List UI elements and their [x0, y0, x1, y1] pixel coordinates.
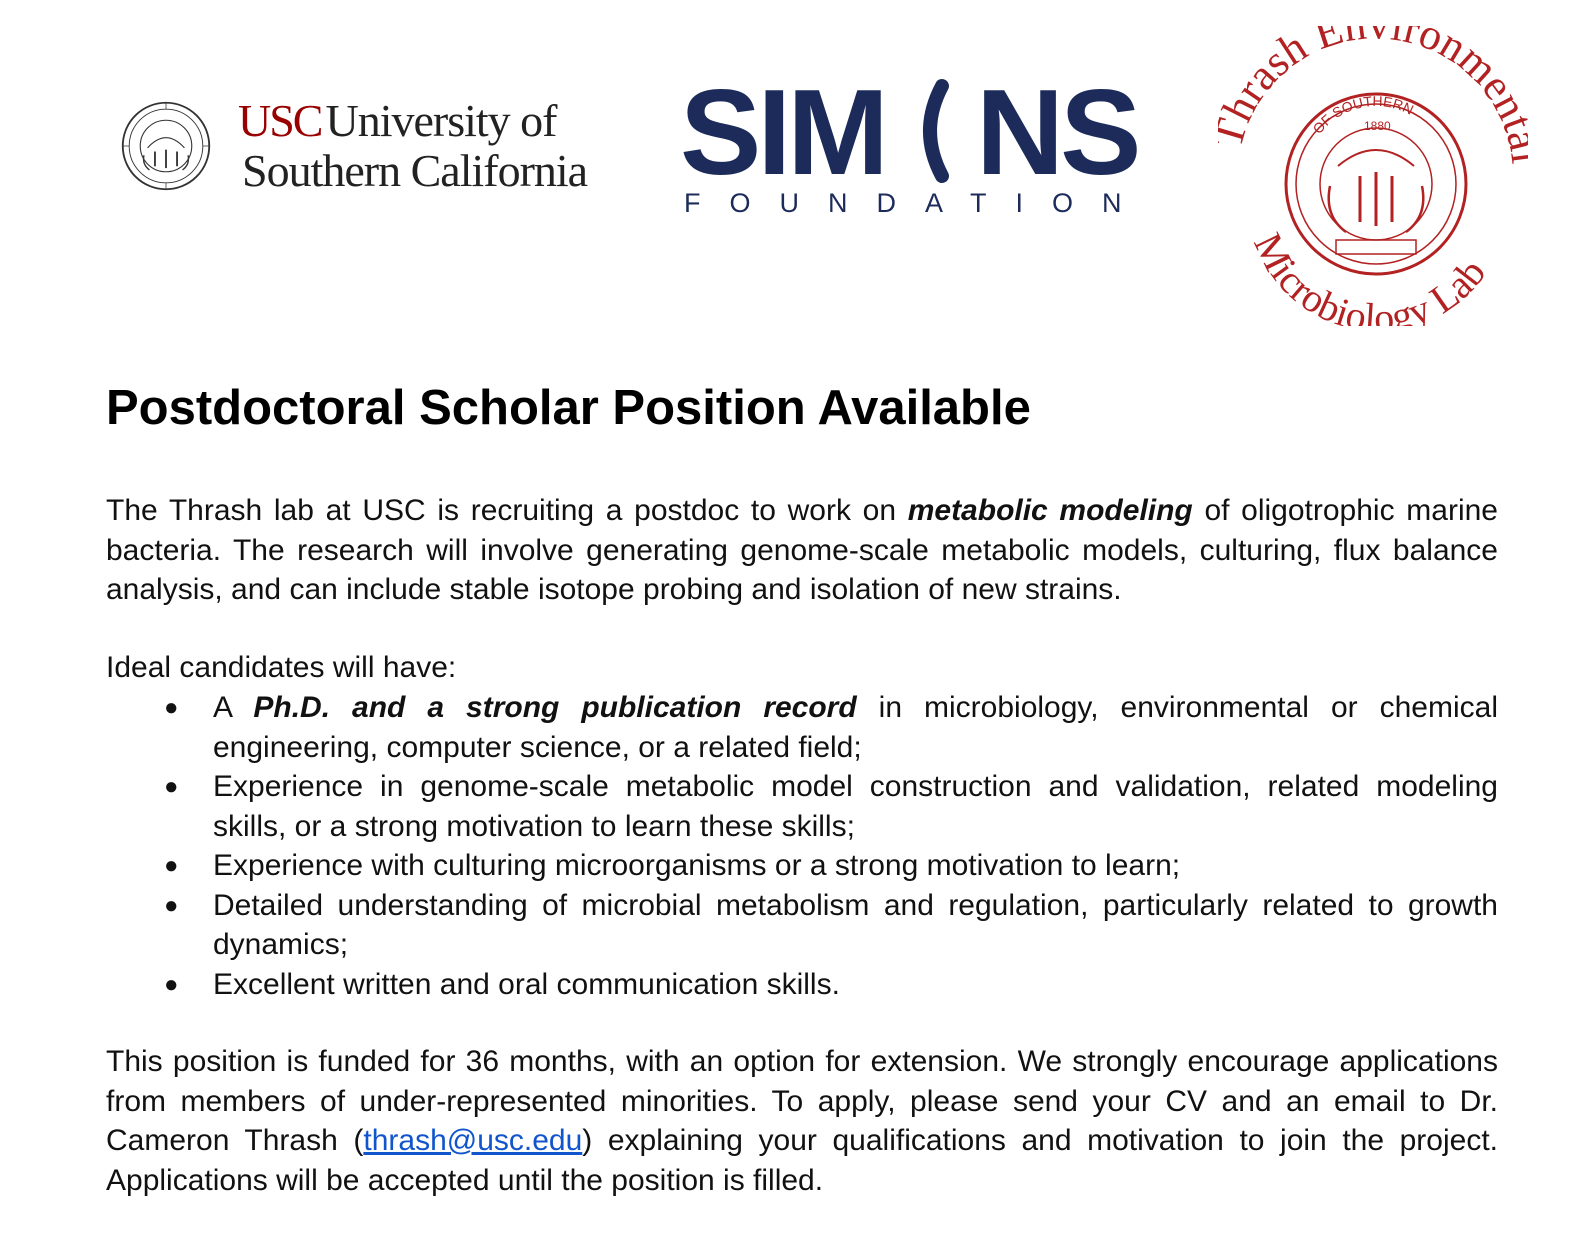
requirements-list [106, 688, 1498, 1004]
svg-text:SIM: SIM [680, 76, 885, 186]
closing-text-after: ) explaining your qualifications and motivation to join the project. Applications will be accepted until the position is filled. [106, 1124, 1498, 1197]
simons-wordmark [680, 76, 1150, 186]
requirement-item-4 [106, 886, 1498, 965]
requirement-text-after: in microbiology, environmental or chemical engineering, computer science, or a related field; [213, 691, 1498, 764]
requirement-item-3 [106, 846, 1498, 886]
requirement-text: Excellent written and oral communication skills. [213, 967, 840, 1001]
requirement-text [213, 688, 1498, 767]
usc-abbreviation: USC [238, 95, 322, 146]
closing-text-before: This position is funded for 36 months, with an option for extension. We strongly encourage applications from members of under-represented minorities. To apply, please send your CV and an email to Dr. Cameron Thrash ( [106, 1045, 1498, 1157]
bullet-icon: ● [164, 891, 179, 919]
simons-subtitle: FOUNDATION [684, 188, 1151, 218]
usc-seal-icon [120, 100, 212, 192]
thrash-lab-logo [1218, 26, 1528, 326]
requirement-emphasis: Ph.D. and a strong publication record [253, 691, 857, 724]
intro-emphasis: metabolic modeling [907, 494, 1193, 527]
intro-text-after: of oligotrophic marine bacteria. The research will involve generating genome-scale metabolic models, culturing, flux balance analysis, and can include stable isotope probing and isolation of new strains. [106, 494, 1498, 606]
usc-logo [120, 96, 620, 196]
svg-text:1880: 1880 [1364, 119, 1391, 133]
requirement-text-before: A [213, 691, 254, 724]
usc-wordmark-line1 [238, 95, 557, 146]
requirement-text: Experience in genome-scale metabolic model construction and validation, related modeling skills, or a strong motivation to learn these skills; [213, 770, 1498, 843]
svg-text:OF SOUTHERN: OF SOUTHERN [1309, 92, 1417, 137]
closing-paragraph [106, 1042, 1498, 1200]
simons-foundation-logo [680, 76, 1160, 226]
bullet-icon: ● [164, 852, 179, 879]
intro-paragraph [106, 491, 1498, 610]
thrash-lab-seal-icon [1218, 26, 1528, 326]
svg-text:Thrash Environmental: hrash E ronme [1218, 26, 1524, 129]
svg-text:Microbiology Lab: Microbiology Lab [1245, 225, 1495, 326]
bullet-icon: ● [164, 970, 179, 998]
svg-text:NS: NS [976, 76, 1138, 186]
bullet-icon: ● [164, 694, 179, 721]
requirement-item-5 [106, 965, 1498, 1005]
usc-line1-rest: University of [325, 95, 557, 146]
email-link[interactable]: thrash@usc.edu [363, 1124, 583, 1157]
bullet-icon: ● [164, 773, 179, 800]
page-title: Postdoctoral Scholar Position Available [106, 381, 1031, 435]
usc-wordmark-line2: Southern California [242, 145, 588, 196]
requirement-item-2 [106, 767, 1498, 846]
candidates-heading: Ideal candidates will have: [106, 651, 457, 684]
requirement-item-1 [106, 688, 1498, 767]
requirement-text: Experience with culturing microorganisms or a strong motivation to learn; [213, 849, 1181, 882]
requirement-text: Detailed understanding of microbial metabolism and regulation, particularly related to growth dynamics; [213, 888, 1498, 961]
intro-text-before: The Thrash lab at USC is recruiting a postdoc to work on [106, 494, 908, 527]
